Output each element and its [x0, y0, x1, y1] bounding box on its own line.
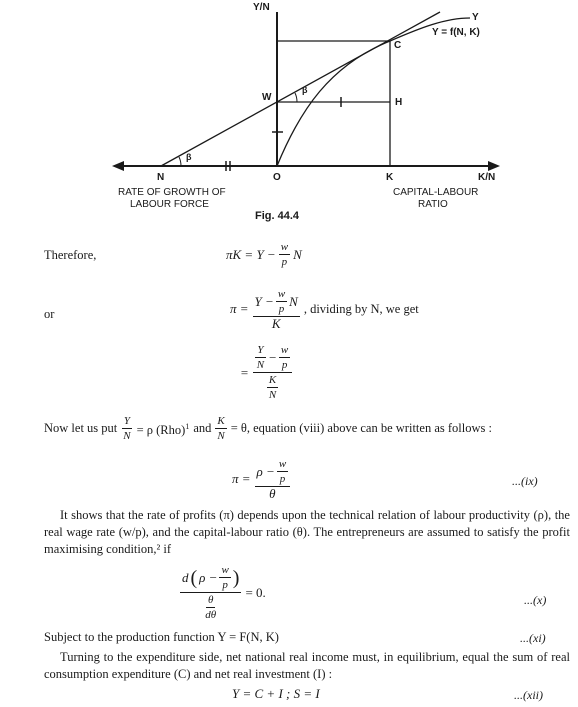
- or-label: or: [44, 307, 55, 321]
- eq5-d: d: [182, 569, 189, 585]
- eq3-wp: [279, 343, 290, 372]
- eq3-yn: [255, 343, 266, 372]
- eq5-fraction: [180, 563, 241, 622]
- eq3-n2: N: [268, 389, 277, 401]
- curve-label: Y: [472, 12, 479, 23]
- nowlet-n2: N: [217, 430, 225, 442]
- eq2-pi: π =: [230, 301, 249, 316]
- eq4-theta: θ: [269, 486, 276, 501]
- production-function-line: Subject to the production function Y = F(N, K): [44, 630, 279, 644]
- point-n-label: N: [157, 172, 165, 183]
- nowlet-b: = ρ (Rho): [136, 423, 186, 438]
- eq4-w: w: [278, 458, 287, 470]
- eq4-rho: ρ −: [256, 463, 275, 479]
- point-h-label: H: [395, 97, 403, 108]
- angle-arc-w: [295, 93, 297, 102]
- nowlet-n: N: [123, 430, 131, 442]
- eq3-kn: [267, 373, 278, 402]
- tangent-ray: [161, 12, 440, 166]
- substitution-line: [44, 414, 492, 443]
- eq2-note: , dividing by N, we get: [303, 301, 419, 316]
- figure-diagram: [0, 0, 578, 230]
- eq2-p: p: [278, 303, 285, 315]
- eq5-wp: [219, 563, 230, 592]
- eq-tag-xi: ...(xi): [520, 631, 546, 645]
- eq3-equals: =: [240, 364, 249, 380]
- nowlet-y: Y: [123, 415, 130, 427]
- left-caption-line1: RATE OF GROWTH OF: [118, 187, 226, 198]
- eq1-tail: N: [293, 246, 302, 262]
- x-axis-label: K/N: [478, 172, 496, 183]
- point-c-label: C: [394, 40, 402, 51]
- figure-caption: Fig. 44.4: [255, 210, 300, 222]
- paragraph-expenditure: Turning to the expenditure side, net national real income must, in equilibrium, equal the sum of real consumption expenditure (C) and net real investment (I) :: [44, 650, 570, 681]
- eq3-fraction: [253, 343, 292, 402]
- y-axis-label: Y/N: [253, 2, 270, 13]
- eq2-n: N: [289, 293, 298, 309]
- beta-angle-w: β: [302, 85, 308, 95]
- point-w-label: W: [262, 92, 272, 103]
- eq3-y: Y: [257, 344, 264, 356]
- eq1-lhs: πK = Y −: [226, 246, 276, 262]
- eq1-den: p: [281, 256, 288, 268]
- eq-tag-xii: ...(xii): [514, 688, 543, 702]
- eq4-p: p: [279, 473, 286, 485]
- eq3-p: p: [281, 359, 288, 371]
- beta-angle-n: β: [186, 152, 192, 162]
- eq2-den: K: [271, 316, 281, 331]
- eq-tag-x: ...(x): [524, 593, 547, 607]
- eq-tag-ix: ...(ix): [512, 474, 538, 488]
- nowlet-a: Now let us put: [44, 421, 118, 435]
- nowlet-d: = θ, equation (viii) above can be written as follows :: [230, 421, 492, 435]
- nowlet-k: K: [217, 415, 225, 427]
- paragraph-profit-rate: It shows that the rate of profits (π) depends upon the technical relation of labour productivity (ρ), the real wage rate (w/p), and the capital-labour ratio (θ). The entrepreneurs are assumed to satisfy the profit maximising condition,² if: [44, 508, 570, 556]
- eq2-w: w: [277, 288, 286, 300]
- nowlet-kn: [215, 414, 226, 443]
- equation-1: [226, 240, 302, 269]
- eq3-k: K: [268, 374, 277, 386]
- right-caption-line1: CAPITAL-LABOUR: [393, 187, 479, 198]
- equation-3: [240, 343, 292, 402]
- point-k-label: K: [386, 172, 394, 183]
- eq5-rho: ρ −: [199, 569, 218, 585]
- eq4-pi: π =: [232, 471, 251, 486]
- eq1-num: w: [280, 241, 289, 253]
- eq2-numerator: [253, 287, 300, 317]
- eq3-numerator: [253, 343, 292, 373]
- eq5-numerator: [180, 563, 241, 593]
- equation-4: [232, 457, 290, 501]
- eq3-w: w: [280, 344, 289, 356]
- equation-2: [230, 287, 419, 331]
- eq1-fraction: [279, 240, 290, 269]
- eq5-eq0: = 0.: [245, 584, 266, 600]
- eq5-denominator: [201, 593, 220, 622]
- nowlet-rho: [137, 418, 190, 439]
- eq3-n: N: [256, 359, 265, 371]
- function-label: Y = f(N, K): [432, 27, 480, 38]
- eq5-dtheta: dθ: [205, 609, 217, 621]
- eq2-fraction: [253, 287, 300, 331]
- equation-5: [180, 563, 266, 622]
- nowlet-yn: [121, 414, 132, 443]
- eq4-numerator: [255, 457, 291, 487]
- x-axis-left-arrow: [112, 161, 124, 171]
- eq5-p: p: [222, 579, 228, 591]
- footnote-1: 1: [185, 421, 190, 431]
- angle-arc-n: [179, 157, 181, 166]
- eq3-denominator: [265, 373, 280, 402]
- origin-label: O: [273, 172, 281, 183]
- equation-6: Y = C + I ; S = I: [232, 686, 320, 701]
- nowlet-c: and: [193, 421, 212, 435]
- eq2-wp: [276, 287, 287, 316]
- eq5-theta-dtheta: [203, 593, 218, 622]
- x-axis-right-arrow: [488, 161, 500, 171]
- eq2-num-a: Y −: [254, 293, 274, 309]
- eq5-theta: θ: [208, 594, 214, 606]
- therefore-label: Therefore,: [44, 248, 97, 262]
- left-caption-line2: LABOUR FORCE: [130, 199, 209, 210]
- eq5-w: w: [221, 564, 229, 576]
- eq5-open-paren: (: [190, 566, 198, 589]
- eq4-wp: [277, 457, 288, 486]
- eq5-close-paren: ): [232, 566, 240, 589]
- right-caption-line2: RATIO: [418, 199, 448, 210]
- eq4-fraction: [255, 457, 291, 501]
- eq3-minus: −: [268, 349, 277, 365]
